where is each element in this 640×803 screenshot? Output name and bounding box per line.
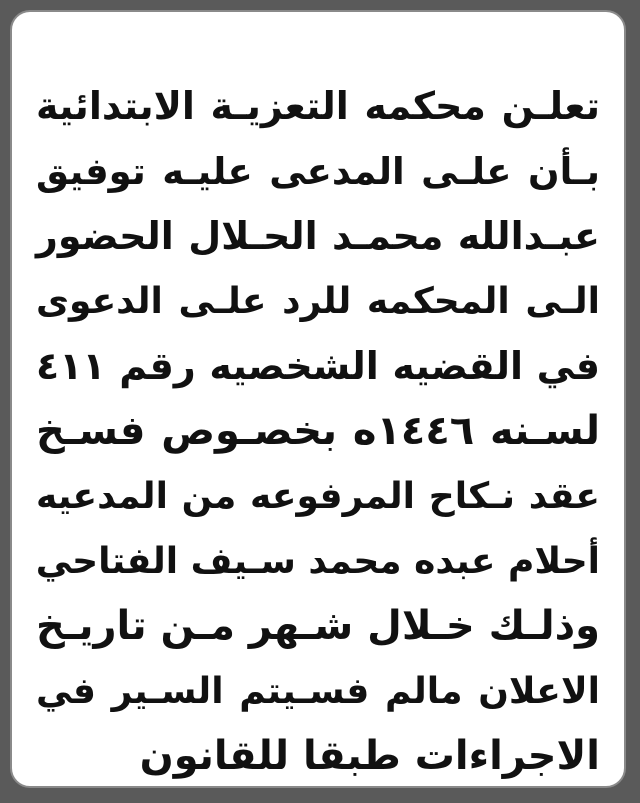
notice-line: تعلـن محكمه التعزيـة الابتدائية — [36, 84, 600, 128]
notice-line: عقد نـكاح المرفوعه من المدعيه — [36, 476, 600, 517]
notice-line: الاجراءات طبقا للقانون — [139, 733, 600, 779]
notice-line: بـأن علـى المدعى عليـه توفيق — [36, 150, 600, 193]
notice-line: الـى المحكمه للرد علـى الدعوى — [36, 281, 600, 322]
notice-line: وذلـك خـلال شـهر مـن تاريـخ — [36, 603, 600, 649]
notice-line: لسـنه ١٤٤٦ه بخصـوص فسـخ — [36, 408, 600, 454]
notice-line: عبـدالله محمـد الحـلال الحضور — [36, 214, 600, 258]
court-notice-text — [36, 74, 600, 789]
notice-line: في القضيه الشخصيه رقم ٤١١ — [36, 344, 600, 388]
notice-line: الاعلان مالم فسـيتم السـير في — [36, 671, 600, 712]
notice-line: أحلام عبده محمد سـيف الفتاحي — [35, 541, 600, 582]
notice-frame — [10, 10, 626, 788]
